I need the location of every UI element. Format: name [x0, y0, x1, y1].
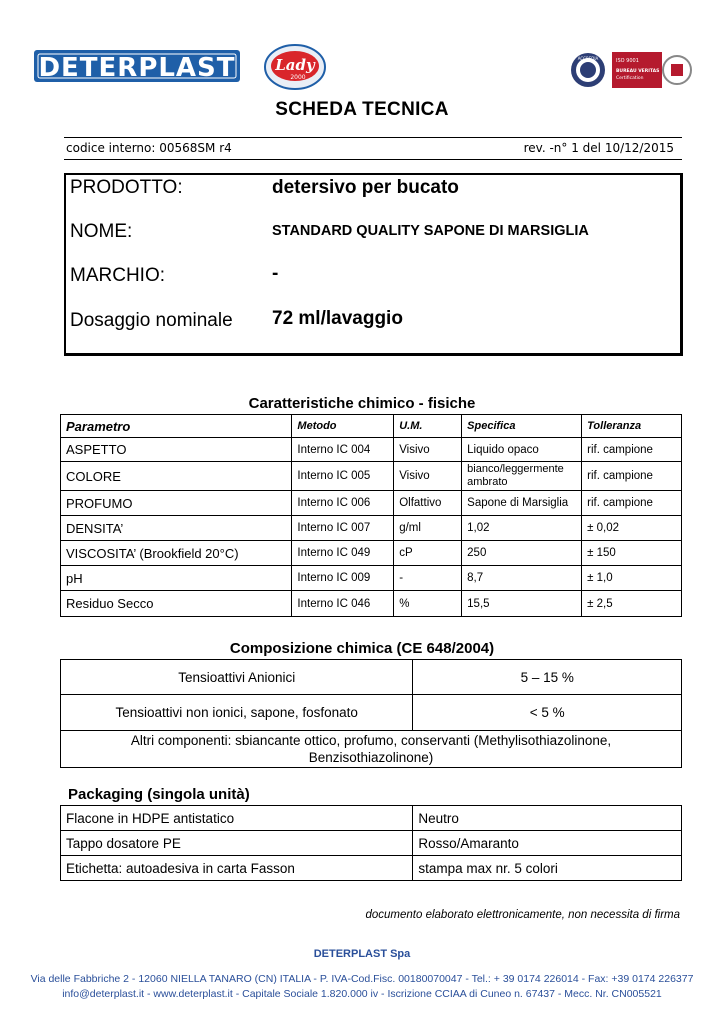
- composition-value: 5 – 15 %: [413, 660, 682, 695]
- cell-um: cP: [394, 541, 462, 566]
- cell-um: Visivo: [394, 438, 462, 462]
- cell-tol: rif. campione: [582, 491, 682, 516]
- composition-value: < 5 %: [413, 695, 682, 731]
- name-value: STANDARD QUALITY SAPONE DI MARSIGLIA: [272, 223, 589, 239]
- cell-tol: ± 150: [582, 541, 682, 566]
- name-label: NOME:: [70, 221, 133, 242]
- header-parametro: Parametro: [61, 415, 292, 438]
- deterplast-logo: [34, 44, 240, 88]
- dosage-label: Dosaggio nominale: [70, 310, 233, 331]
- packaging-detail: Neutro: [413, 806, 682, 831]
- internal-code: codice interno: 00568SM r4: [66, 141, 232, 155]
- cell-spec: Sapone di Marsiglia: [462, 491, 582, 516]
- cell-method: Interno IC 005: [292, 462, 394, 491]
- table-row: [61, 516, 682, 541]
- table-row: [61, 695, 682, 731]
- cell-param: PROFUMO: [61, 491, 292, 516]
- cell-method: Interno IC 046: [292, 591, 394, 617]
- cell-param: COLORE: [61, 462, 292, 491]
- cell-um: Visivo: [394, 462, 462, 491]
- table-row: [61, 491, 682, 516]
- cell-method: Interno IC 009: [292, 566, 394, 591]
- header-um: U.M.: [394, 415, 462, 438]
- table-row: [61, 831, 682, 856]
- cell-um: -: [394, 566, 462, 591]
- composition-table: [60, 659, 682, 768]
- page-title: SCHEDA TECNICA: [275, 99, 449, 120]
- composition-other-line2: Benzisothiazolinone): [308, 750, 434, 765]
- cell-param: ASPETTO: [61, 438, 292, 462]
- cell-um: g/ml: [394, 516, 462, 541]
- cell-param: pH: [61, 566, 292, 591]
- footer-company: DETERPLAST Spa: [313, 948, 411, 960]
- table-row: [61, 566, 682, 591]
- table-row: [61, 856, 682, 881]
- composition-section-title: Composizione chimica (CE 648/2004): [229, 640, 495, 657]
- footer-registry: info@deterplast.it - www.deterplast.it - Capitale Sociale 1.820.000 iv - Iscrizione CCIAA di Cuneo n. 67437 - Mecc. Nr. CN005521: [62, 988, 662, 1000]
- packaging-detail: Rosso/Amaranto: [413, 831, 682, 856]
- svg-text:ISO 9001: ISO 9001: [616, 58, 639, 64]
- svg-text:2000: 2000: [290, 74, 306, 81]
- brand-label: MARCHIO:: [70, 265, 165, 286]
- table-header-row: [61, 415, 682, 438]
- composition-name: Tensioattivi Anionici: [61, 660, 413, 695]
- svg-text:BUREAU VERITAS: BUREAU VERITAS: [616, 69, 660, 74]
- cell-um: %: [394, 591, 462, 617]
- cell-um: Olfattivo: [394, 491, 462, 516]
- svg-text:ACCREDIA: ACCREDIA: [577, 56, 599, 61]
- cell-method: Interno IC 049: [292, 541, 394, 566]
- table-row: [61, 660, 682, 695]
- cell-tol: ± 1,0: [582, 566, 682, 591]
- electronic-document-note: documento elaborato elettronicamente, non necessita di firma: [365, 909, 680, 921]
- packaging-detail: stampa max nr. 5 colori: [413, 856, 682, 881]
- lady-logo: [262, 42, 328, 92]
- chem-table: [60, 414, 682, 617]
- header-specifica: Specifica: [462, 415, 582, 438]
- cell-param: Residuo Secco: [61, 591, 292, 617]
- packaging-item: Tappo dosatore PE: [61, 831, 413, 856]
- packaging-item: Etichetta: autoadesiva in carta Fasson: [61, 856, 413, 881]
- table-row: [61, 591, 682, 617]
- footer-address: Via delle Fabbriche 2 - 12060 NIELLA TANARO (CN) ITALIA - P. IVA-Cod.Fisc. 00180070047 - Tel.: + 39 0174 226014 - Fax: +39 0174 226377: [30, 973, 694, 985]
- cell-spec: 15,5: [462, 591, 582, 617]
- table-row: [61, 438, 682, 462]
- cell-spec: Liquido opaco: [462, 438, 582, 462]
- chem-section-title: Caratteristiche chimico - fisiche: [248, 395, 476, 412]
- brand-value: -: [272, 263, 279, 284]
- product-box: [64, 173, 683, 356]
- cell-spec: 8,7: [462, 566, 582, 591]
- svg-text:Lady: Lady: [275, 56, 315, 74]
- composition-name: Tensioattivi non ionici, sapone, fosfonato: [61, 695, 413, 731]
- packaging-table: [60, 805, 682, 881]
- packaging-section-title: Packaging (singola unità): [68, 786, 250, 803]
- cell-method: Interno IC 006: [292, 491, 394, 516]
- svg-text:DETERPLAST: DETERPLAST: [38, 53, 236, 83]
- product-value: detersivo per bucato: [272, 177, 459, 198]
- cell-tol: ± 0,02: [582, 516, 682, 541]
- cell-method: Interno IC 007: [292, 516, 394, 541]
- packaging-item: Flacone in HDPE antistatico: [61, 806, 413, 831]
- cell-param: DENSITA’: [61, 516, 292, 541]
- cell-tol: rif. campione: [582, 462, 682, 491]
- cell-param: VISCOSITA’ (Brookfield 20°C): [61, 541, 292, 566]
- header-metodo: Metodo: [292, 415, 394, 438]
- accredia-seal-icon: [570, 52, 606, 88]
- bureau-veritas-cert-icon: [612, 52, 692, 88]
- table-row: [61, 462, 682, 491]
- dosage-value: 72 ml/lavaggio: [272, 308, 403, 329]
- cell-tol: ± 2,5: [582, 591, 682, 617]
- table-row: [61, 731, 682, 768]
- cell-spec: 250: [462, 541, 582, 566]
- header-tolleranza: Tolleranza: [582, 415, 682, 438]
- svg-text:Certification: Certification: [616, 76, 644, 81]
- cell-spec: bianco/leggermente ambrato: [462, 462, 582, 491]
- composition-other-line1: Altri componenti: sbiancante ottico, profumo, conservanti (Methylisothiazolinone,: [130, 733, 612, 748]
- table-row: [61, 806, 682, 831]
- revision-info: rev. -n° 1 del 10/12/2015: [523, 141, 674, 155]
- table-row: [61, 541, 682, 566]
- cell-method: Interno IC 004: [292, 438, 394, 462]
- composition-other: [61, 731, 682, 768]
- cell-spec: 1,02: [462, 516, 582, 541]
- product-label: PRODOTTO:: [70, 177, 183, 198]
- cell-tol: rif. campione: [582, 438, 682, 462]
- code-bar: [64, 137, 682, 160]
